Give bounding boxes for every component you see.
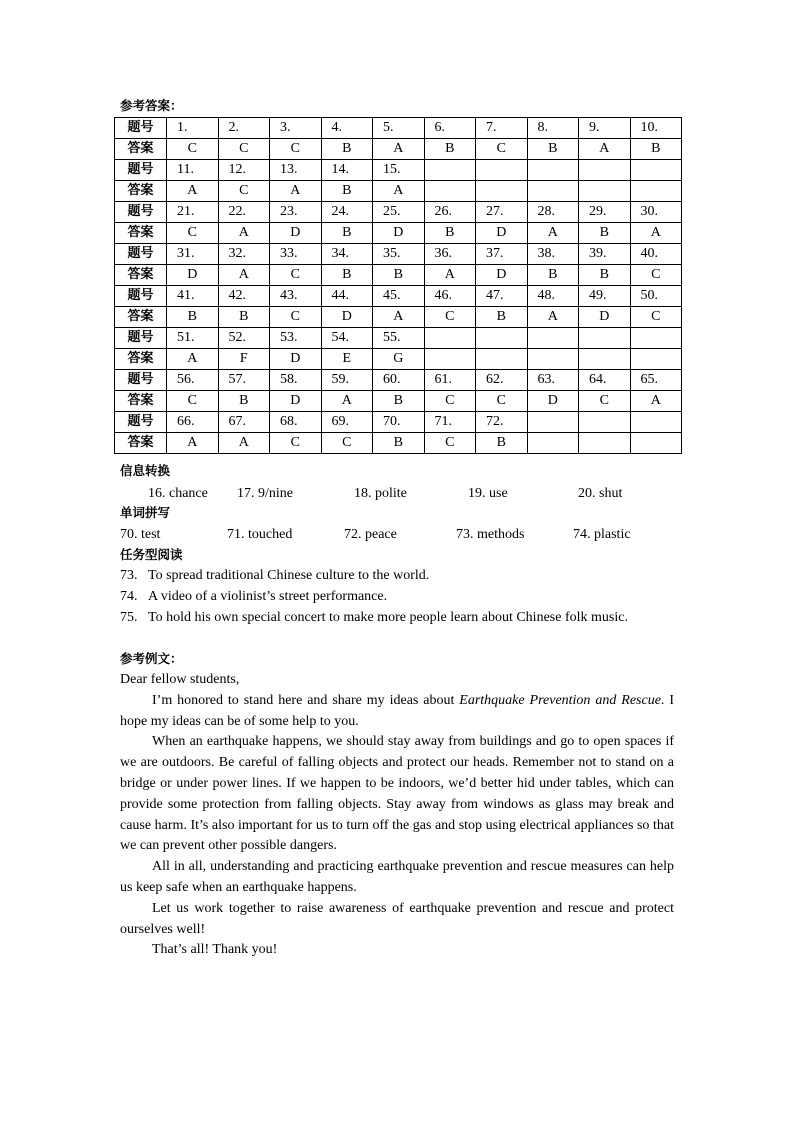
answer-label: 答案 xyxy=(115,265,167,286)
question-number-cell: 51. xyxy=(167,328,219,349)
answer-label: 答案 xyxy=(115,139,167,160)
answer-cell xyxy=(527,181,579,202)
question-number-cell: 34. xyxy=(321,244,373,265)
answer-row xyxy=(115,181,682,202)
question-number-cell: 61. xyxy=(424,370,476,391)
question-number-cell: 41. xyxy=(167,286,219,307)
answer-label: 答案 xyxy=(115,433,167,454)
answer-cell: A xyxy=(527,223,579,244)
question-number-cell xyxy=(579,160,631,181)
answer-cell: D xyxy=(527,391,579,412)
answer-cell xyxy=(424,349,476,370)
answer-row xyxy=(115,349,682,370)
question-number-cell: 22. xyxy=(218,202,270,223)
answer-cell: C xyxy=(218,181,270,202)
question-number-cell: 63. xyxy=(527,370,579,391)
question-number-cell: 35. xyxy=(373,244,425,265)
question-number-cell: 28. xyxy=(527,202,579,223)
answer-cell: A xyxy=(167,349,219,370)
essay-topic: Earthquake Prevention and Rescue xyxy=(459,692,661,708)
question-number-cell: 58. xyxy=(270,370,322,391)
answer-cell: B xyxy=(527,265,579,286)
question-number-cell: 11. xyxy=(167,160,219,181)
answer-cell: A xyxy=(579,139,631,160)
question-number-cell: 56. xyxy=(167,370,219,391)
answer-cell: C xyxy=(270,265,322,286)
question-number-cell: 70. xyxy=(373,412,425,433)
answer-row xyxy=(115,265,682,286)
answer-cell: B xyxy=(373,265,425,286)
question-number-cell xyxy=(630,328,682,349)
info-answer: 16. chance xyxy=(148,486,208,501)
essay-paragraph-3: All in all, understanding and practicing earthquake prevention and rescue measures can help us keep safe when an earthquake happens. xyxy=(120,859,674,895)
answer-cell: B xyxy=(630,139,682,160)
answer-cell: D xyxy=(270,349,322,370)
info-transfer-heading: 信息转换 xyxy=(120,463,171,478)
answer-cell: B xyxy=(218,391,270,412)
essay-paragraph-4: Let us work together to raise awareness of earthquake prevention and rescue and protect ourselves well! xyxy=(120,900,674,937)
answer-cell: B xyxy=(424,223,476,244)
answer-row xyxy=(115,391,682,412)
question-number-cell: 2. xyxy=(218,118,270,139)
answer-cell xyxy=(579,181,631,202)
task-text: To hold his own special concert to make more people learn about Chinese folk music. xyxy=(148,609,628,625)
answer-cell: B xyxy=(373,391,425,412)
question-number-cell: 52. xyxy=(218,328,270,349)
question-number-cell xyxy=(630,412,682,433)
task-number: 73. xyxy=(120,568,138,583)
question-number-cell: 9. xyxy=(579,118,631,139)
info-answer: 17. 9/nine xyxy=(237,486,293,501)
question-number-cell: 48. xyxy=(527,286,579,307)
question-number-cell: 64. xyxy=(579,370,631,391)
answer-cell xyxy=(476,181,528,202)
question-number-cell: 49. xyxy=(579,286,631,307)
task-number: 74. xyxy=(120,588,138,604)
answer-cell xyxy=(527,433,579,454)
sample-essay-heading: 参考例文： xyxy=(120,651,183,666)
answer-cell: C xyxy=(167,223,219,244)
question-number-cell: 37. xyxy=(476,244,528,265)
question-number-cell: 46. xyxy=(424,286,476,307)
answer-cell: C xyxy=(270,139,322,160)
answer-label: 答案 xyxy=(115,391,167,412)
answer-cell: B xyxy=(321,139,373,160)
answer-cell xyxy=(527,349,579,370)
answer-row xyxy=(115,139,682,160)
question-number-label: 题号 xyxy=(115,244,167,265)
answer-cell: C xyxy=(167,139,219,160)
question-number-cell: 3. xyxy=(270,118,322,139)
question-number-row xyxy=(115,160,682,181)
question-number-cell: 13. xyxy=(270,160,322,181)
question-number-row xyxy=(115,118,682,139)
task-answer xyxy=(120,587,672,608)
answer-cell: C xyxy=(476,139,528,160)
answer-cell: D xyxy=(579,307,631,328)
answer-cell: C xyxy=(424,307,476,328)
answer-cell: C xyxy=(630,307,682,328)
answer-cell: B xyxy=(579,223,631,244)
question-number-cell: 14. xyxy=(321,160,373,181)
answer-cell: C xyxy=(476,391,528,412)
answer-cell: B xyxy=(321,181,373,202)
question-number-cell: 60. xyxy=(373,370,425,391)
answer-label: 答案 xyxy=(115,181,167,202)
question-number-cell xyxy=(424,160,476,181)
answer-key-heading: 参考答案： xyxy=(120,98,183,113)
answer-cell: D xyxy=(373,223,425,244)
question-number-cell: 15. xyxy=(373,160,425,181)
answer-cell: B xyxy=(476,433,528,454)
question-number-cell: 47. xyxy=(476,286,528,307)
question-number-cell: 7. xyxy=(476,118,528,139)
answer-label: 答案 xyxy=(115,307,167,328)
essay-closing: That’s all! Thank you! xyxy=(152,942,278,958)
answer-cell: A xyxy=(630,391,682,412)
answer-cell: B xyxy=(167,307,219,328)
answer-cell: C xyxy=(167,391,219,412)
question-number-cell xyxy=(424,328,476,349)
question-number-cell xyxy=(527,328,579,349)
answer-cell xyxy=(630,349,682,370)
question-number-cell: 30. xyxy=(630,202,682,223)
spelling-answer: 72. peace xyxy=(344,527,397,542)
answer-cell: B xyxy=(424,139,476,160)
question-number-label: 题号 xyxy=(115,202,167,223)
answer-cell: A xyxy=(218,433,270,454)
answer-cell: E xyxy=(321,349,373,370)
question-number-cell: 71. xyxy=(424,412,476,433)
question-number-cell: 10. xyxy=(630,118,682,139)
answer-cell: A xyxy=(167,181,219,202)
answer-row xyxy=(115,433,682,454)
question-number-cell: 68. xyxy=(270,412,322,433)
question-number-cell xyxy=(476,328,528,349)
question-number-label: 题号 xyxy=(115,328,167,349)
question-number-cell: 69. xyxy=(321,412,373,433)
question-number-cell: 6. xyxy=(424,118,476,139)
question-number-cell: 53. xyxy=(270,328,322,349)
question-number-cell: 50. xyxy=(630,286,682,307)
answer-cell: A xyxy=(218,223,270,244)
question-number-cell xyxy=(579,328,631,349)
answer-cell: D xyxy=(167,265,219,286)
spelling-answer: 70. test xyxy=(120,527,161,542)
answer-cell xyxy=(579,349,631,370)
question-number-cell: 26. xyxy=(424,202,476,223)
question-number-cell: 59. xyxy=(321,370,373,391)
question-number-cell: 23. xyxy=(270,202,322,223)
question-number-cell: 57. xyxy=(218,370,270,391)
question-number-cell: 21. xyxy=(167,202,219,223)
answer-row xyxy=(115,223,682,244)
answer-cell: B xyxy=(218,307,270,328)
answer-cell: C xyxy=(218,139,270,160)
answer-cell: A xyxy=(630,223,682,244)
answer-cell: B xyxy=(579,265,631,286)
question-number-cell: 36. xyxy=(424,244,476,265)
answer-cell: D xyxy=(476,265,528,286)
task-number: 75. xyxy=(120,609,138,625)
answer-cell xyxy=(579,433,631,454)
info-answer: 18. polite xyxy=(354,486,407,501)
question-number-cell: 27. xyxy=(476,202,528,223)
question-number-cell: 12. xyxy=(218,160,270,181)
answer-cell xyxy=(476,349,528,370)
question-number-cell: 29. xyxy=(579,202,631,223)
question-number-cell xyxy=(476,160,528,181)
question-number-cell: 40. xyxy=(630,244,682,265)
question-number-cell: 67. xyxy=(218,412,270,433)
question-number-cell: 32. xyxy=(218,244,270,265)
answer-cell: D xyxy=(270,391,322,412)
answer-cell: B xyxy=(476,307,528,328)
spelling-answer: 74. plastic xyxy=(573,527,631,542)
question-number-label: 题号 xyxy=(115,118,167,139)
question-number-cell: 72. xyxy=(476,412,528,433)
question-number-row xyxy=(115,412,682,433)
task-answer xyxy=(120,566,672,587)
question-number-cell: 31. xyxy=(167,244,219,265)
answer-cell: A xyxy=(373,139,425,160)
question-number-cell: 4. xyxy=(321,118,373,139)
question-number-cell: 25. xyxy=(373,202,425,223)
answer-cell xyxy=(630,433,682,454)
answer-cell: A xyxy=(373,181,425,202)
answer-row xyxy=(115,307,682,328)
question-number-cell: 55. xyxy=(373,328,425,349)
essay-text: I’m honored to stand here and share my ideas about xyxy=(152,692,460,708)
question-number-row xyxy=(115,328,682,349)
question-number-cell: 39. xyxy=(579,244,631,265)
question-number-cell: 24. xyxy=(321,202,373,223)
question-number-cell xyxy=(579,412,631,433)
answer-cell: A xyxy=(167,433,219,454)
question-number-row xyxy=(115,286,682,307)
essay-paragraph-1 xyxy=(120,691,674,733)
question-number-cell: 38. xyxy=(527,244,579,265)
answer-cell: C xyxy=(270,307,322,328)
question-number-cell: 33. xyxy=(270,244,322,265)
answer-cell xyxy=(424,181,476,202)
answer-cell: D xyxy=(476,223,528,244)
answer-cell: B xyxy=(321,265,373,286)
info-answer: 19. use xyxy=(468,486,508,501)
task-answer xyxy=(120,608,672,629)
question-number-cell: 43. xyxy=(270,286,322,307)
question-number-label: 题号 xyxy=(115,160,167,181)
question-number-cell: 5. xyxy=(373,118,425,139)
answer-label: 答案 xyxy=(115,223,167,244)
question-number-row xyxy=(115,202,682,223)
question-number-cell: 54. xyxy=(321,328,373,349)
answer-cell: C xyxy=(270,433,322,454)
task-reading-heading: 任务型阅读 xyxy=(120,547,183,562)
answer-cell: A xyxy=(424,265,476,286)
task-text: To spread traditional Chinese culture to the world. xyxy=(148,568,430,583)
answer-cell: B xyxy=(527,139,579,160)
answer-cell: C xyxy=(630,265,682,286)
answer-cell: G xyxy=(373,349,425,370)
answer-cell: C xyxy=(579,391,631,412)
sample-essay xyxy=(120,670,674,961)
essay-text: . I hope my ideas can be of some help to you. xyxy=(120,692,674,729)
answer-label: 答案 xyxy=(115,349,167,370)
spelling-heading: 单词拼写 xyxy=(120,505,171,520)
answer-cell: D xyxy=(321,307,373,328)
question-number-row xyxy=(115,244,682,265)
essay-paragraph-2: When an earthquake happens, we should stay away from buildings and go to open spaces if we are outdoors. Be careful of falling objects and protect our heads. Remember not to stand on a bridge or under power lines. If we happen to be indoors, we’d better hid under tables, which can provide some protection from falling objects. Stay away from windows as glass may break and cause harm. It’s also important for us to turn off the gas and stop using electrical appliances so that we can prevent other possible dangers. xyxy=(120,734,674,854)
task-text: A video of a violinist’s street performance. xyxy=(148,588,388,604)
question-number-row xyxy=(115,370,682,391)
answer-cell xyxy=(630,181,682,202)
question-number-cell: 8. xyxy=(527,118,579,139)
answer-cell: A xyxy=(527,307,579,328)
spelling-answer: 71. touched xyxy=(227,527,293,542)
question-number-label: 题号 xyxy=(115,370,167,391)
answer-cell: C xyxy=(424,433,476,454)
question-number-label: 题号 xyxy=(115,412,167,433)
question-number-cell: 1. xyxy=(167,118,219,139)
question-number-label: 题号 xyxy=(115,286,167,307)
question-number-cell: 65. xyxy=(630,370,682,391)
answer-cell: A xyxy=(373,307,425,328)
question-number-cell: 42. xyxy=(218,286,270,307)
answer-cell: C xyxy=(321,433,373,454)
answer-cell: D xyxy=(270,223,322,244)
question-number-cell: 45. xyxy=(373,286,425,307)
answer-cell: A xyxy=(321,391,373,412)
spelling-answer: 73. methods xyxy=(456,527,525,542)
question-number-cell: 44. xyxy=(321,286,373,307)
info-answer: 20. shut xyxy=(578,486,623,501)
answer-cell: B xyxy=(321,223,373,244)
question-number-cell: 66. xyxy=(167,412,219,433)
question-number-cell xyxy=(527,412,579,433)
answer-cell: C xyxy=(424,391,476,412)
question-number-cell: 62. xyxy=(476,370,528,391)
question-number-cell xyxy=(630,160,682,181)
answer-cell: A xyxy=(218,265,270,286)
task-reading-answers xyxy=(120,566,672,628)
answer-table xyxy=(114,117,682,454)
answer-cell: F xyxy=(218,349,270,370)
answer-cell: A xyxy=(270,181,322,202)
essay-greeting: Dear fellow students, xyxy=(120,672,240,687)
answer-cell: B xyxy=(373,433,425,454)
question-number-cell xyxy=(527,160,579,181)
